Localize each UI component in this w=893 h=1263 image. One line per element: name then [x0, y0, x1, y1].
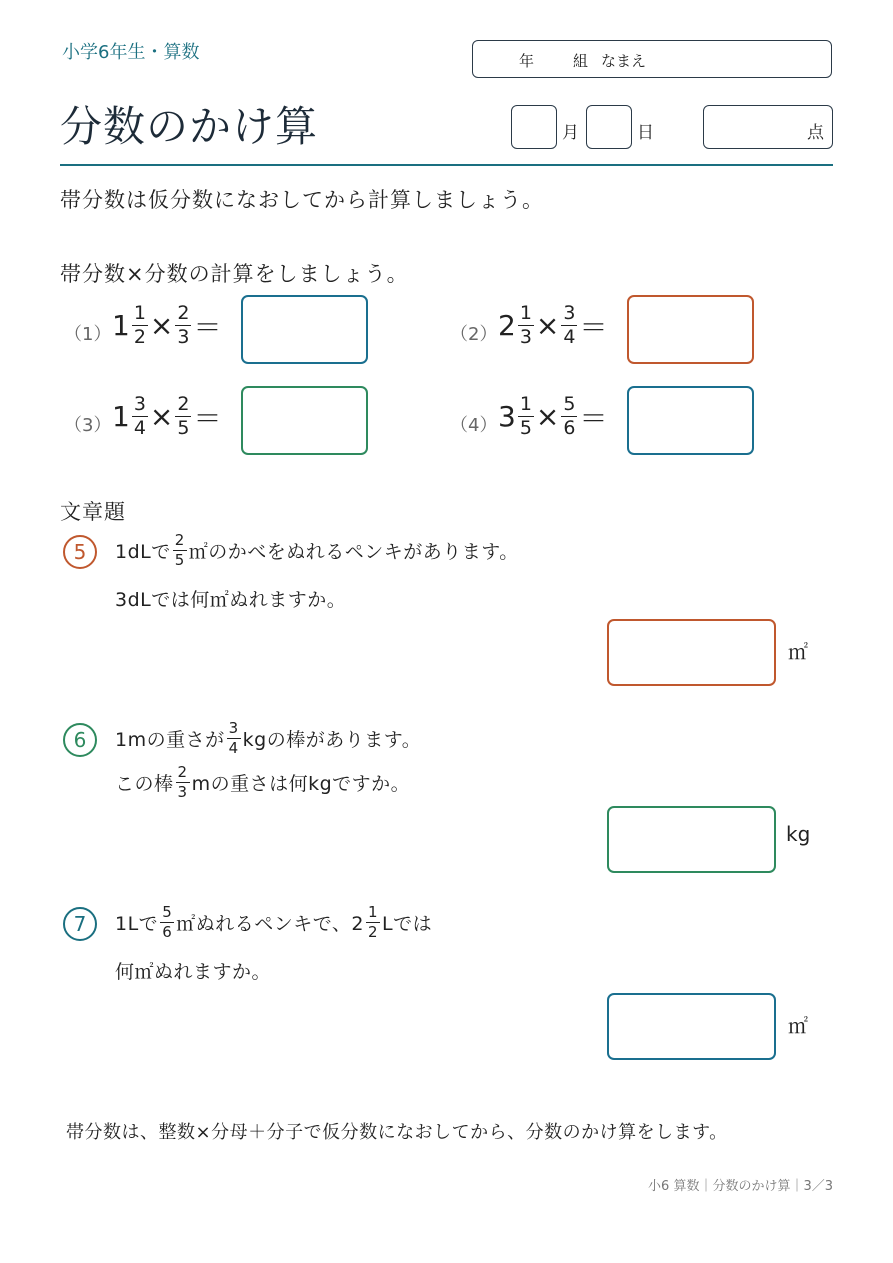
page-footer: 小6 算数｜分数のかけ算｜3／3: [648, 1179, 833, 1194]
fraction: $\frac{2}{3}$: [177, 302, 190, 348]
text-segment: 1dLで: [115, 541, 171, 563]
day-input[interactable]: [586, 105, 632, 149]
answer-box-2[interactable]: [627, 295, 754, 364]
problem-expression: [498, 395, 608, 438]
question-number-badge: 7: [63, 907, 97, 941]
problem-expression: [112, 304, 222, 347]
fraction: $\frac{5}{6}$: [162, 903, 173, 941]
problem-number: （1）: [64, 324, 112, 345]
section1-heading: 帯分数×分数の計算をしましょう。: [60, 262, 409, 286]
times-sign: ×: [535, 309, 560, 342]
problem-number: （2）: [450, 324, 498, 345]
answer-box-6[interactable]: [607, 806, 776, 873]
score-label: 点: [807, 123, 824, 143]
question-number-badge: 5: [63, 535, 97, 569]
answer-box-3[interactable]: [241, 386, 368, 455]
text-segment: ㎡ぬれるペンキで、2: [176, 913, 364, 935]
score-input[interactable]: [703, 105, 833, 149]
question-number-badge: 6: [63, 723, 97, 757]
fraction: $\frac{1}{5}$: [519, 393, 532, 439]
hint-note: 帯分数は、整数×分母＋分子で仮分数になおしてから、分数のかけ算をします。: [66, 1122, 728, 1143]
answer-box-5[interactable]: [607, 619, 776, 686]
fraction: $\frac{1}{3}$: [519, 302, 532, 348]
fraction: $\frac{5}{6}$: [563, 393, 576, 439]
page-title: 分数のかけ算: [60, 102, 319, 151]
text-segment: Lでは: [382, 913, 433, 935]
unit-label: ㎡: [788, 1014, 808, 1038]
answer-box-7[interactable]: [607, 993, 776, 1060]
fraction: $\frac{3}{4}$: [563, 302, 576, 348]
equals-sign: ＝: [579, 310, 608, 344]
month-label: 月: [562, 123, 579, 143]
fraction: $\frac{1}{2}$: [133, 302, 146, 348]
question-line: 何㎡ぬれますか。: [115, 961, 272, 983]
unit-label: ㎡: [788, 640, 808, 664]
times-sign: ×: [149, 400, 174, 433]
whole-number: 1: [112, 400, 130, 433]
text-segment: kgの棒があります。: [242, 729, 422, 751]
month-input[interactable]: [511, 105, 557, 149]
text-segment: ㎡のかべをぬれるペンキがあります。: [188, 541, 519, 563]
text-segment: mの重さは何kgですか。: [191, 773, 411, 795]
problem-number: （4）: [450, 415, 498, 436]
problem-number: （3）: [64, 415, 112, 436]
problem-expression: [112, 395, 222, 438]
header-divider: [60, 164, 833, 166]
answer-box-1[interactable]: [241, 295, 368, 364]
text-segment: 1mの重さが: [115, 729, 225, 751]
instruction-text: 帯分数は仮分数になおしてから計算しましょう。: [60, 188, 544, 212]
section2-heading: 文章題: [60, 500, 126, 524]
question-line: [115, 765, 410, 800]
fraction: $\frac{3}{4}$: [228, 719, 239, 757]
answer-box-4[interactable]: [627, 386, 754, 455]
whole-number: 3: [498, 400, 516, 433]
equals-sign: ＝: [193, 401, 222, 435]
fraction: $\frac{2}{3}$: [177, 763, 188, 801]
fraction: $\frac{2}{5}$: [177, 393, 190, 439]
subject-label: 小学6年生・算数: [62, 42, 200, 63]
equals-sign: ＝: [579, 401, 608, 435]
unit-label: kg: [786, 822, 811, 846]
text-segment: 1Lで: [115, 913, 159, 935]
class-label: 組: [573, 52, 589, 70]
whole-number: 2: [498, 309, 516, 342]
whole-number: 1: [112, 309, 130, 342]
question-line: [115, 533, 519, 568]
problem-expression: [498, 304, 608, 347]
name-label: なまえ: [601, 52, 647, 70]
fraction: $\frac{3}{4}$: [133, 393, 146, 439]
fraction: $\frac{2}{5}$: [174, 531, 185, 569]
times-sign: ×: [149, 309, 174, 342]
fraction: $\frac{1}{2}$: [367, 903, 378, 941]
question-line: [115, 905, 432, 940]
times-sign: ×: [535, 400, 560, 433]
question-line: 3dLでは何㎡ぬれますか。: [115, 589, 347, 611]
name-field[interactable]: [472, 40, 832, 78]
question-line: [115, 721, 421, 756]
text-segment: この棒: [115, 773, 174, 795]
day-label: 日: [637, 123, 654, 143]
equals-sign: ＝: [193, 310, 222, 344]
year-label: 年: [519, 52, 535, 70]
